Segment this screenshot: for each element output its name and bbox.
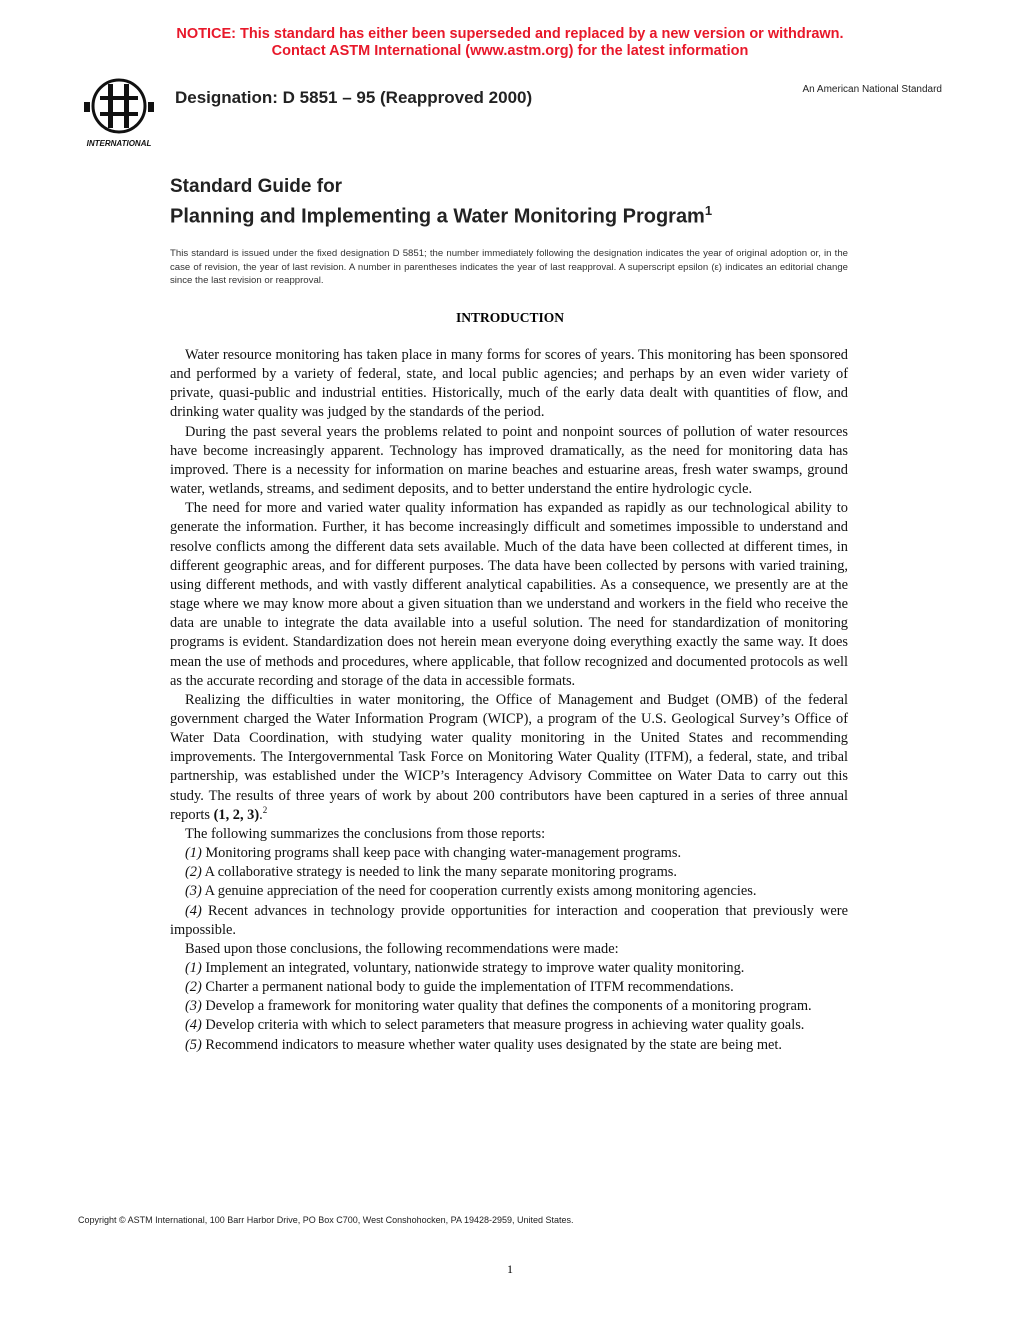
copyright-footer: Copyright © ASTM International, 100 Barr Harbor Drive, PO Box C700, West Conshohocken, PA 19428-2959, United States.: [78, 1215, 574, 1225]
intro-paragraph-5: The following summarizes the conclusions from those reports:: [185, 825, 546, 842]
american-national-standard-label: An American National Standard: [802, 84, 942, 95]
intro-paragraph-4: [170, 691, 848, 825]
title-line-1: Standard Guide for: [170, 176, 343, 197]
p4-end: .: [259, 806, 263, 823]
recommendation-item: (1) Implement an integrated, voluntary, nationwide strategy to improve water quality monitoring.: [185, 960, 745, 976]
intro-paragraph-6: Based upon those conclusions, the following recommendations were made:: [185, 940, 619, 957]
astm-logo-icon: [78, 76, 160, 150]
title-text: Planning and Implementing a Water Monitoring Program: [170, 205, 705, 228]
title-line-2: [170, 198, 860, 230]
recommendation-item: (3) Develop a framework for monitoring water quality that defines the components of a monitoring program.: [185, 998, 812, 1015]
issued-note: This standard is issued under the fixed designation D 5851; the number immediately following the designation indicates the year of original adoption or, in the case of revision, the year of last revision. A number in parentheses indicates the year of last reapproval. A superscript epsilon (ε) indicates an editorial change since the last revision or reapproval.: [170, 248, 848, 286]
recommendation-item: (2) Charter a permanent national body to guide the implementation of ITFM recommendations.: [185, 979, 734, 996]
recommendation-item: (5) Recommend indicators to measure whether water quality uses designated by the state are being met.: [185, 1036, 783, 1053]
page-number: 1: [507, 1262, 513, 1276]
p4-references: (1, 2, 3): [213, 806, 260, 823]
logo-international-text: INTERNATIONAL: [86, 139, 152, 148]
recommendation-item: (4) Develop criteria with which to select parameters that measure progress in achieving water quality goals.: [185, 1017, 805, 1034]
notice-line-1: NOTICE: This standard has either been superseded and replaced by a new version or withdrawn.: [176, 26, 844, 42]
notice-line-2: Contact ASTM International (www.astm.org) for the latest information: [271, 43, 749, 59]
introduction-body: [170, 346, 848, 1055]
introduction-heading: INTRODUCTION: [455, 310, 564, 325]
document-title: [170, 176, 860, 230]
intro-paragraph-2: During the past several years the problems related to point and nonpoint sources of pollution of water resources have become increasingly apparent. Technology has improved dramatically, as the need for monitoring data has improved. There is a necessity for information on marine beaches and estuarine areas, fresh water swamps, ground water, wetlands, streams, and sediment deposits, and to better understand the entire hydrologic cycle.: [170, 423, 848, 498]
conclusion-item: (1) Monitoring programs shall keep pace with changing water-management programs.: [185, 845, 682, 862]
p4-text: Realizing the difficulties in water monitoring, the Office of Management and Budget (OMB) of the federal government charged the Water Information Program (WICP), a program of the U.S. Geological Survey’s Office of Water Data Coordination, with studying water quality monitoring in the United States and recommending improvements. The Intergovernmental Task Force on Monitoring Water Quality (ITFM), a federal, state, and tribal partnership, was established under the WICP’s Interagency Advisory Committee on Water Data to carry out this study. The results of three years of work by about 200 contributors have been captured in a series of three annual reports: [170, 691, 848, 823]
p4-footnote-mark: 2: [262, 804, 268, 815]
intro-paragraph-1: Water resource monitoring has taken place in many forms for scores of years. This monitoring has been sponsored and performed by a variety of federal, state, and local public agencies; and perhaps by an even wider variety of private, quasi-public and industrial entities. Historically, much of the early data dealt with quantities of flow, and drinking water quality was judged by the standards of the period.: [170, 347, 848, 421]
conclusion-item: (2) A collaborative strategy is needed to link the many separate monitoring programs.: [185, 864, 677, 881]
intro-paragraph-3: The need for more and varied water quality information has expanded as rapidly as our technological ability to generate the information. Further, it has become increasingly difficult and sometimes impossible to understand and resolve conflicts among the different data sets available. Much of the data have been collected at different times, in different geographic areas, and for different purposes. The data have been collected by persons with varied training, using different methods, and with vastly different analytical capabilities. As a consequence, we presently are at the stage where we may know more about a given situation than we understand and workers in the field who receive the data are unable to integrate the data available into a useful solution. The need for standardization of monitoring programs is evident. Standardization does not herein mean everyone doing everything exactly the same way. It does mean the use of methods and procedures, where applicable, that follow recognized and documented protocols as well as the accurate recording and storage of the data in accessible formats.: [170, 500, 848, 689]
conclusion-item: (3) A genuine appreciation of the need for cooperation currently exists among monitoring agencies.: [185, 883, 757, 900]
designation: Designation: D 5851 – 95 (Reapproved 2000): [175, 88, 533, 107]
title-footnote-mark: 1: [704, 203, 713, 218]
conclusion-item: (4) Recent advances in technology provide opportunities for interaction and cooperation that previously were impossible.: [170, 902, 848, 938]
superseded-notice: [0, 26, 1020, 60]
